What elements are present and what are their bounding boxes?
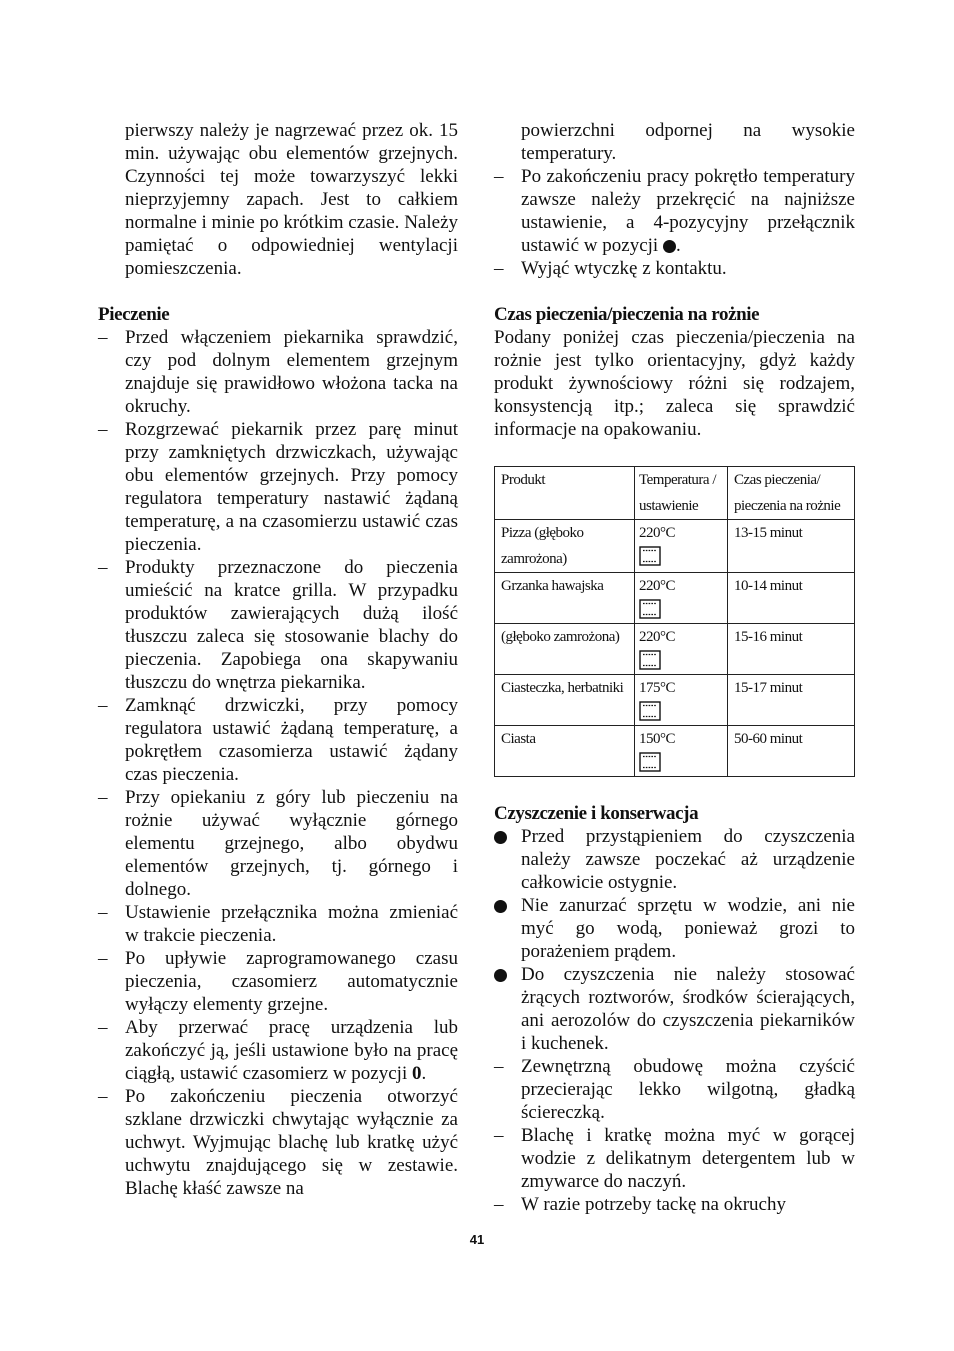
- bullet-dot-icon: [494, 900, 507, 913]
- continued-paragraph: powierzchni odpornej na wysokie temperatury.: [521, 120, 855, 164]
- table-row: [495, 520, 855, 573]
- oven-both-elements-icon: [639, 701, 661, 721]
- timer-position-zero: 0: [412, 1063, 422, 1084]
- oven-both-elements-icon: [639, 599, 661, 619]
- baking-step-3: – Produkty przeznaczone do pieczenia umieścić na kratce grilla. W przypadku produktów zawierających dużą ilość tłuszczu zaleca się stosowanie blachy do pieczenia. Zapobiega ona skapywaniu tłuszczu do wnętrza piekarnika.: [98, 557, 458, 693]
- baking-time-paragraph: Podany poniżej czas pieczenia/pieczenia na rożnie jest tylko orientacyjny, gdyż każdy produkt żywnościowy różni się rodzajem, konsystencją itp.; zaleca się sprawdzić informacje na opakowaniu.: [494, 327, 855, 440]
- dash-marker: –: [494, 1194, 504, 1215]
- table-row: [495, 675, 855, 726]
- time-cell: 15-16 minut: [728, 624, 855, 675]
- oven-both-elements-icon: [639, 546, 661, 566]
- cleaning-step-2: – Blachę i kratkę można myć w gorącej wodzie z delikatnym detergentem lub w zmywarce do naczyń.: [494, 1125, 855, 1192]
- dash-marker: –: [494, 1056, 504, 1077]
- dash-marker: –: [494, 258, 504, 279]
- temperature-cell: 150°C: [635, 726, 728, 777]
- oven-both-elements-icon: [639, 650, 661, 670]
- dash-marker: –: [98, 419, 108, 440]
- dash-marker: –: [98, 557, 108, 578]
- product-cell: Pizza (głęboko zamrożona): [495, 520, 635, 573]
- cleaning-step-1: – Zewnętrzną obudowę można czyścić przecierając lekko wilgotną, gładką ściereczką.: [494, 1056, 855, 1123]
- baking-step-last: – Po zakończeniu pieczenia otworzyć szklane drzwiczki chwytając wyłącznie za uchwyt. Wyjmując blachę lub kratkę użyć uchwytu znajdującego się w zestawie. Blachę kłaść zawsze na: [98, 1086, 458, 1199]
- baking-time-table: [494, 466, 855, 777]
- table-header-cell: Temperatura / ustawienie: [635, 467, 728, 520]
- dash-marker: –: [98, 1017, 108, 1038]
- time-cell: 15-17 minut: [728, 675, 855, 726]
- dash-marker: –: [98, 327, 108, 348]
- table-header-cell: Czas pieczenia/ pieczenia na rożnie: [728, 467, 855, 520]
- unplug-step: – Wyjąć wtyczkę z kontaktu.: [494, 258, 727, 279]
- baking-step-2: – Rozgrzewać piekarnik przez parę minut przy zamkniętych drzwiczkach, używając obu elementów grzejnych. Przy pomocy regulatora temperatury nastawić żądaną temperaturę, a na czasomierzu ustawić czas pieczenia.: [98, 419, 458, 555]
- dash-marker: –: [98, 948, 108, 969]
- baking-step-4: – Zamknąć drzwiczki, przy pomocy regulatora ustawić żądaną temperaturę, a pokrętłem czasomierza ustawić żądany czas pieczenia.: [98, 695, 458, 785]
- dash-marker: –: [98, 902, 108, 923]
- section-heading-baking: Pieczenie: [98, 304, 170, 325]
- bullet-dot-icon: [494, 969, 507, 982]
- temperature-cell: 220°C: [635, 573, 728, 624]
- off-position-dot-icon: [663, 240, 676, 253]
- baking-step-1: – Przed włączeniem piekarnika sprawdzić, czy pod dolnym elementem grzejnym znajduje się prawidłowo włożona tacka na okruchy.: [98, 327, 458, 417]
- temperature-cell: 175°C: [635, 675, 728, 726]
- temperature-cell: 220°C: [635, 520, 728, 573]
- product-cell: (głęboko zamrożona): [495, 624, 635, 675]
- cleaning-step-3: – W razie potrzeby tackę na okruchy: [494, 1194, 786, 1215]
- baking-step-7: – Po upływie zaprogramowanego czasu pieczenia, czasomierz automatycznie wyłączy elementy grzejne.: [98, 948, 458, 1015]
- section-heading-baking-time: Czas pieczenia/pieczenia na rożnie: [494, 304, 760, 325]
- time-cell: 10-14 minut: [728, 573, 855, 624]
- knob-step: – Po zakończeniu pracy pokrętło temperatury zawsze należy przekręcić na najniższe ustawienie, a 4-pozycyjny przełącznik ustawić w pozycji .: [494, 166, 855, 256]
- bullet-dot-icon: [494, 831, 507, 844]
- table-row: [495, 624, 855, 675]
- product-cell: Ciasta: [495, 726, 635, 777]
- page-number: 41: [469, 1232, 485, 1247]
- baking-step-stop: – Aby przerwać pracę urządzenia lub zakończyć ją, jeśli ustawione było na pracę ciągłą, ustawić czasomierz w pozycji 0.: [98, 1017, 458, 1084]
- intro-paragraph: pierwszy należy je nagrzewać przez ok. 15 min. używając obu elementów grzejnych. Czynności tej może towarzyszyć lekki nieprzyjemny zapach. Jest to całkiem normalne i minie po krótkim czasie. Należy pamiętać o odpowiedniej wentylacji pomieszczenia.: [125, 120, 458, 279]
- right-column: [494, 119, 855, 1216]
- product-cell: Grzanka hawajska: [495, 573, 635, 624]
- dash-marker: –: [494, 1125, 504, 1146]
- dash-marker: –: [98, 787, 108, 808]
- time-cell: 13-15 minut: [728, 520, 855, 573]
- baking-step-5: – Przy opiekaniu z góry lub pieczeniu na rożnie używać wyłącznie górnego elementu grzejnego, albo obydwu elementów grzejnych, tj. górnego i dolnego.: [98, 787, 458, 900]
- cleaning-rule-3: Do czyszczenia nie należy stosować żrących roztworów, środków ścierających, ani aerozolów do czyszczenia piekarników i kuchenek.: [494, 963, 855, 1055]
- baking-step-6: – Ustawienie przełącznika można zmieniać w trakcie pieczenia.: [98, 902, 458, 946]
- dash-marker: –: [98, 1086, 108, 1107]
- product-cell: Ciasteczka, herbatniki: [495, 675, 635, 726]
- table-row: [495, 726, 855, 777]
- cleaning-rule-1: Przed przystąpieniem do czyszczenia należy zawsze poczekać aż urządzenie całkowicie ostygnie.: [494, 825, 855, 894]
- cleaning-rule-2: Nie zanurzać sprzętu w wodzie, ani nie myć go wodą, ponieważ grozi to porażeniem prądem.: [494, 894, 855, 963]
- dash-marker: –: [494, 166, 504, 187]
- left-column: [98, 119, 458, 1200]
- temperature-cell: 220°C: [635, 624, 728, 675]
- table-header-row: [495, 467, 855, 520]
- section-heading-cleaning: Czyszczenie i konserwacja: [494, 803, 699, 824]
- table-row: [495, 573, 855, 624]
- time-cell: 50-60 minut: [728, 726, 855, 777]
- dash-marker: –: [98, 695, 108, 716]
- oven-both-elements-icon: [639, 752, 661, 772]
- table-header-cell: Produkt: [495, 467, 635, 520]
